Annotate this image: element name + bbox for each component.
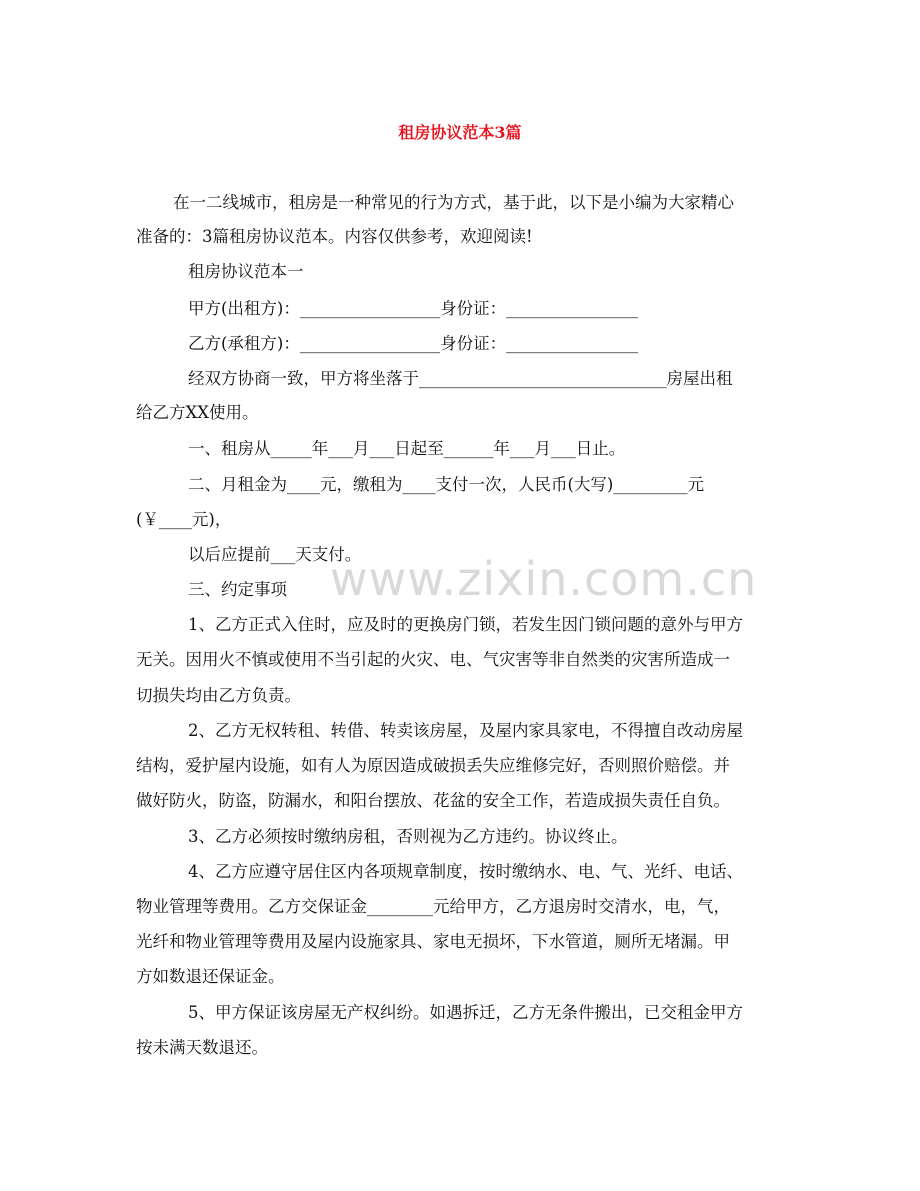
text-line: 二、月租金为____元，缴租为____支付一次，人民币(大写)_________元: [188, 475, 705, 494]
text-line: 乙方(承租方)：_________________身份证：________________: [188, 334, 639, 353]
text-line: (￥____元)，: [136, 510, 232, 529]
text-line: 5、甲方保证该房屋无产权纠纷。如遇拆迁，乙方无条件搬出，已交租金甲方: [188, 1003, 743, 1022]
text-line: 一、租房从_____年___月___日起至______年___月___日止。: [188, 439, 626, 458]
text-line: 结构，爱护屋内设施，如有人为原因造成破损丢失应维修完好，否则照价赔偿。并: [136, 756, 730, 775]
text-line: 以后应提前___天支付。: [188, 545, 362, 564]
text-line: 物业管理等费用。乙方交保证金________元给甲方，乙方退房时交清水，电，气，: [136, 897, 730, 916]
text-line: 3、乙方必须按时缴纳房租，否则视为乙方违约。协议终止。: [188, 827, 628, 846]
text-line: 1、乙方正式入住时，应及时的更换房门锁，若发生因门锁问题的意外与甲方: [188, 615, 743, 634]
text-line: 准备的：3篇租房协议范本。内容仅供参考，欢迎阅读!: [136, 227, 533, 246]
text-line: 切损失均由乙方负责。: [136, 686, 301, 705]
text-line: 甲方(出租方)：_________________身份证：________________: [188, 299, 639, 318]
text-line: 给乙方XX使用。: [136, 403, 259, 422]
text-line: 方如数退还保证金。: [136, 967, 285, 986]
document-title: 租房协议范本3篇: [398, 123, 522, 142]
watermark: www.zixin.com.cn: [330, 552, 758, 606]
text-line: 租房协议范本一: [188, 262, 304, 281]
text-line: 2、乙方无权转租、转借、转卖该房屋，及屋内家具家电，不得擅自改动房屋: [188, 721, 743, 740]
text-line: 光纤和物业管理等费用及屋内设施家具、家电无损坏，下水管道，厕所无堵漏。甲: [136, 932, 730, 951]
text-line: 按未满天数退还。: [136, 1038, 268, 1057]
text-line: 无关。因用火不慎或使用不当引起的火灾、电、气灾害等非自然类的灾害所造成一: [136, 650, 730, 669]
text-line: 经双方协商一致，甲方将坐落于______________________________房屋出租: [188, 369, 733, 388]
text-line: 做好防火，防盗，防漏水，和阳台摆放、花盆的安全工作，若造成损失责任自负。: [136, 791, 730, 810]
text-line: 在一二线城市，租房是一种常见的行为方式，基于此，以下是小编为大家精心: [173, 193, 734, 212]
text-line: 三、约定事项: [188, 580, 287, 599]
text-line: 4、乙方应遵守居住区内各项规章制度，按时缴纳水、电、气、光纤、电话、: [188, 862, 743, 881]
